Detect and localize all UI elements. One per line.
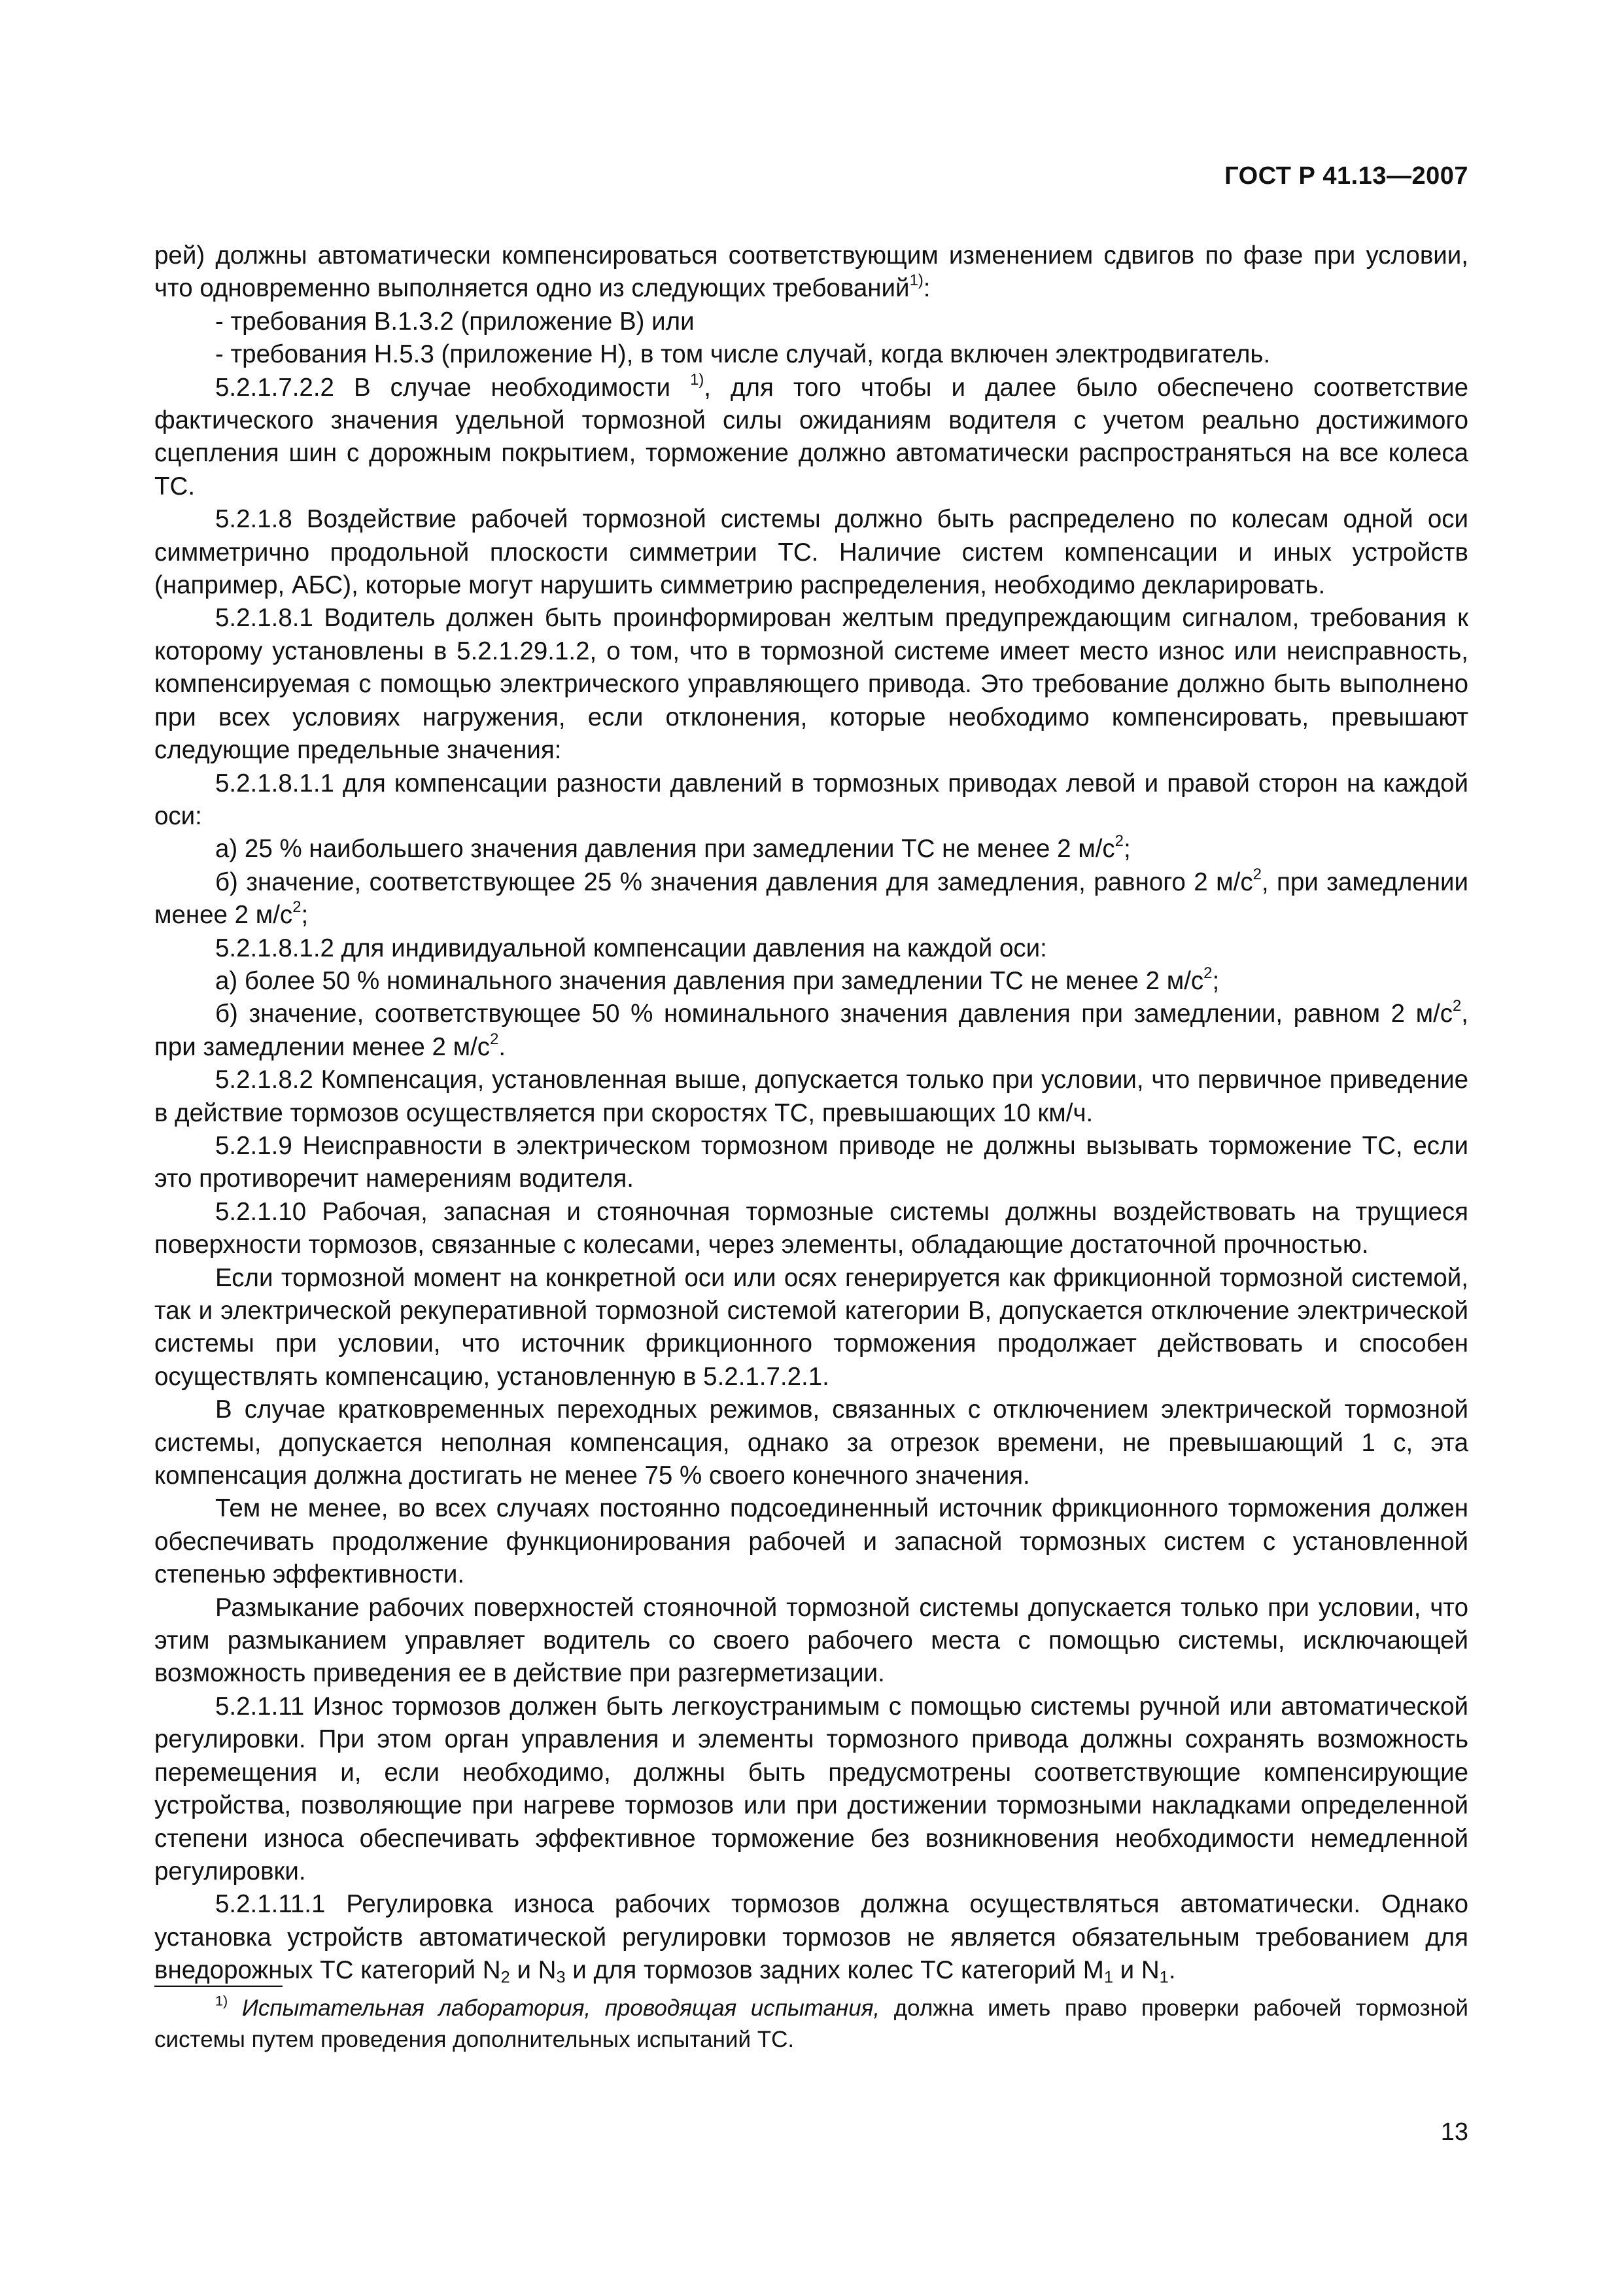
page-number: 13: [1440, 2118, 1468, 2146]
list-item: а) 25 % наибольшего значения давления при замедлении ТС не менее 2 $м/с^2$;: [215, 832, 1131, 864]
paragraph: 5.2.1.9 Неисправности в электрическом тормозном приводе не должны вызывать торможение ТС, если это противоречит намерениям водителя.: [154, 1131, 1468, 1193]
footnote-marker: 1): [215, 1992, 228, 2009]
paragraph: 5.2.1.8.1.2 для индивидуальной компенсации давления на каждой оси:: [215, 934, 1047, 962]
paragraph: 5.2.1.8.1.1 для компенсации разности давлений в тормозных приводах левой и правой сторон на каждой оси:: [154, 769, 1468, 830]
list-item: б) значение, соответствующее 50 % номинального значения давления при замедлении, равном 2 $м/с^2$, при замедлении менее 2 $м/с^2$.: [154, 997, 1468, 1061]
paragraph: Размыкание рабочих поверхностей стояночной тормозной системы допускается только при условии, что этим размыканием управляет водитель со своего рабочего места с помощью системы, исключающей возможность приведения ее в действие при разгерметизации.: [154, 1593, 1468, 1688]
footnote: $^{1)}$ Испытательная лаборатория, проводящая испытания, должна иметь право проверки рабочей тормозной системы путем проведения дополнительных испытаний ТС.: [154, 1992, 1468, 2052]
paragraph: рей) должны автоматически компенсироваться соответствующим изменением сдвигов по фазе при условии, что одновременно выполняется одно из следующих требований$^{1)}$:: [154, 241, 1468, 303]
document-header: ГОСТ Р 41.13—2007: [1224, 162, 1468, 190]
list-item: - требования В.1.3.2 (приложение В) или: [215, 307, 695, 336]
paragraph: Если тормозной момент на конкретной оси или осях генерируется как фрикционной тормозной системой, так и электрической рекуперативной тормозной системой категории В, допускается отключение электрической системы при условии, что источник фрикционного торможения продолжает действовать и способен осуществлять компенсацию, установленную в 5.2.1.7.2.1.: [154, 1263, 1468, 1391]
footnote-divider: [154, 1986, 283, 1987]
document-body: [154, 239, 1468, 1988]
paragraph: 5.2.1.8.1 Водитель должен быть проинформирован желтым предупреждающим сигналом, требования к которому установлены в 5.2.1.29.1.2, о том, что в тормозной системе имеет место износ или неисправность, компенсируемая с помощью электрического управляющего привода. Это требование должно быть выполнено при всех условиях нагружения, если отклонения, которые необходимо компенсировать, превышают следующие предельные значения:: [154, 604, 1468, 765]
paragraph: 5.2.1.10 Рабочая, запасная и стояночная тормозные системы должны воздействовать на трущиеся поверхности тормозов, связанные с колесами, через элементы, обладающие достаточной прочностью.: [154, 1197, 1468, 1259]
list-item: а) более 50 % номинального значения давления при замедлении ТС не менее 2 $м/с^2$;: [215, 964, 1220, 995]
paragraph: В случае кратковременных переходных режимов, связанных с отключением электрической тормозной системы, допускается неполная компенсация, однако за отрезок времени, не превышающий 1 с, эта компенсация должна достигать не менее 75 % своего конечного значения.: [154, 1395, 1468, 1490]
paragraph: Тем не менее, во всех случаях постоянно подсоединенный источник фрикционного торможения должен обеспечивать продолжение функционирования рабочей и запасной тормозных систем с установленной степенью эффективности.: [154, 1494, 1468, 1589]
paragraph: 5.2.1.11.1 Регулировка износа рабочих тормозов должна осуществляться автоматически. Однако установка устройств автоматической регулировки тормозов не является обязательным требованием для внедорожных ТС категорий $N_2$ и $N_3$ и для тормозов задних колес ТС категорий $М_1$ и $N_1$.: [154, 1890, 1468, 1987]
paragraph: 5.2.1.8 Воздействие рабочей тормозной системы должно быть распределено по колесам одной оси симметрично продольной плоскости симметрии ТС. Наличие систем компенсации и иных устройств (например, АБС), которые могут нарушить симметрию распределения, необходимо декларировать.: [154, 505, 1468, 600]
list-item: - требования Н.5.3 (приложение Н), в том числе случай, когда включен электродвигатель.: [215, 340, 1271, 369]
list-item: б) значение, соответствующее 25 % значения давления для замедления, равного 2 $м/с^2$, при замедлении менее 2 $м/с^2$;: [154, 865, 1468, 930]
footnote-ref: 1): [690, 370, 704, 389]
paragraph: 5.2.1.8.2 Компенсация, установленная выше, допускается только при условии, что первичное приведение в действие тормозов осуществляется при скоростях ТС, превышающих 10 км/ч.: [154, 1066, 1468, 1127]
footnote-ref: 1): [909, 272, 924, 290]
paragraph: 5.2.1.11 Износ тормозов должен быть легкоустранимым с помощью системы ручной или автоматической регулировки. При этом орган управления и элементы тормозного привода должны сохранять возможность перемещения и, если необходимо, должны быть предусмотрены соответствующие компенсирующие устройства, позволяющие при нагреве тормозов или при достижении тормозными накладками определенной степени износа обеспечивать эффективное торможение без возникновения необходимости немедленной регулировки.: [154, 1692, 1468, 1885]
paragraph: 5.2.1.7.2.2 В случае необходимости $^{1)}$, для того чтобы и далее было обеспечено соответствие фактического значения удельной тормозной силы ожиданиям водителя с учетом реально достижимого сцепления шин с дорожным покрытием, торможение должно автоматически распространяться на все колеса ТС.: [154, 370, 1468, 500]
